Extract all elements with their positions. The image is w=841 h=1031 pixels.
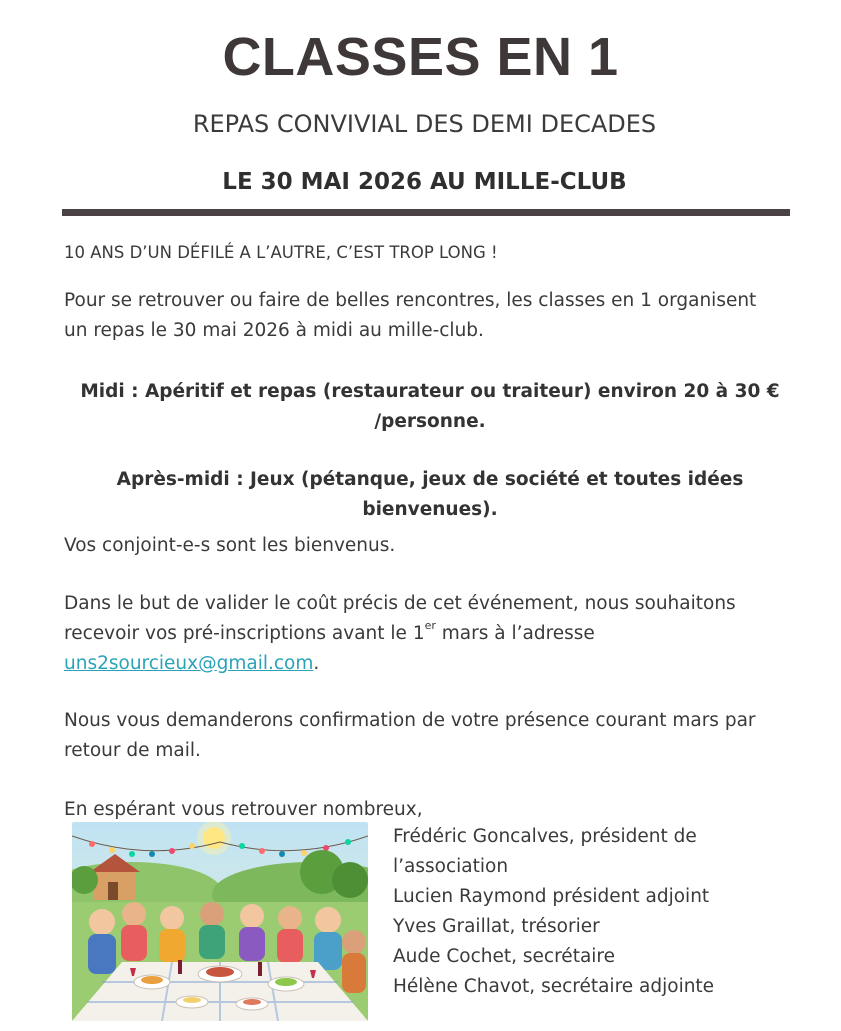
page-title: CLASSES EN 1: [222, 27, 619, 87]
page-subtitle: REPAS CONVIVIAL DES DEMI DECADES: [192, 110, 657, 138]
deadline-line-2-start: recevoir vos pré-inscriptions avant le 1: [64, 623, 425, 644]
deadline-paragraph: [64, 589, 794, 679]
signatory-line: Yves Graillat, trésorier: [393, 916, 600, 937]
signatories-list: [393, 822, 813, 1002]
afternoon-line-2: bienvenues).: [362, 499, 498, 520]
signatory-line: Aude Cochet, secrétaire: [393, 946, 615, 967]
deadline-line-2-end: mars à l’adresse: [435, 623, 595, 644]
guests-paragraph: Vos conjoint-e-s sont les bienvenus.: [64, 535, 396, 556]
afternoon-line-1: Après-midi : Jeux (pétanque, jeux de société et toutes idées: [116, 469, 744, 490]
confirmation-paragraph: [64, 706, 794, 766]
intro-line-2: un repas le 30 mai 2026 à midi au mille-club.: [64, 320, 484, 341]
confirm-line-1: Nous vous demanderons confirmation de votre présence courant mars par: [64, 710, 756, 731]
closing-line: En espérant vous retrouver nombreux,: [64, 799, 423, 820]
midi-paragraph: [40, 377, 820, 437]
midi-line-2: /personne.: [374, 411, 486, 432]
festive-meal-illustration: [72, 822, 368, 1021]
ordinal-superscript: er: [424, 619, 436, 632]
header-divider: [62, 209, 790, 216]
slogan: 10 ANS D’UN DÉFILÉ A L’AUTRE, C’EST TROP LONG !: [64, 243, 498, 262]
afternoon-paragraph: [40, 465, 820, 525]
confirm-line-2: retour de mail.: [64, 740, 201, 761]
email-link[interactable]: uns2sourcieux@gmail.com: [64, 653, 314, 674]
signatory-line: Lucien Raymond président adjoint: [393, 886, 710, 907]
signatory-line: Frédéric Goncalves, président de: [393, 826, 697, 847]
intro-line-1: Pour se retrouver ou faire de belles rencontres, les classes en 1 organisent: [64, 290, 757, 311]
midi-line-1: Midi : Apéritif et repas (restaurateur ou traiteur) environ 20 à 30 €: [80, 381, 780, 402]
festive-meal-illustration-art: [72, 822, 368, 1021]
deadline-line-1: Dans le but de valider le coût précis de cet événement, nous souhaitons: [64, 593, 736, 614]
signatory-line: l’association: [393, 856, 509, 877]
signatory-line: Hélène Chavot, secrétaire adjointe: [393, 976, 715, 997]
event-dateline: LE 30 MAI 2026 AU MILLE-CLUB: [222, 169, 627, 195]
email-period: .: [313, 653, 320, 674]
intro-paragraph: [64, 286, 794, 346]
